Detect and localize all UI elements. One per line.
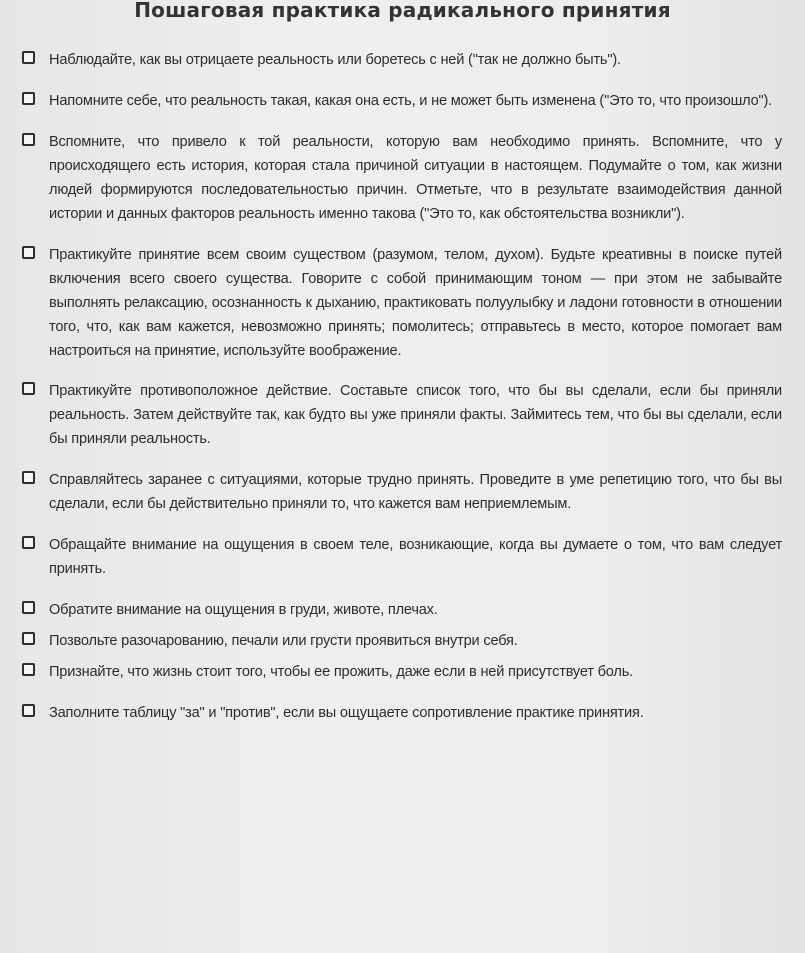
checklist-item-text: Обратите внимание на ощущения в груди, животе, плечах. bbox=[49, 602, 438, 618]
checklist-item-8 bbox=[22, 598, 782, 622]
checklist-item-text: Справляйтесь заранее с ситуациями, которые трудно принять. Проведите в уме репетицию того, что бы вы сделали, если бы действительно приняли то, что кажется вам неприемлемым. bbox=[49, 472, 782, 512]
checklist-item-1 bbox=[22, 48, 782, 72]
checklist-item-text: Позвольте разочарованию, печали или грусти проявиться внутри себя. bbox=[49, 633, 518, 649]
checkbox-icon[interactable] bbox=[22, 133, 35, 146]
checklist-item-9 bbox=[22, 629, 782, 653]
checkbox-icon[interactable] bbox=[22, 92, 35, 105]
checklist-item-text: Вспомните, что привело к той реальности, которую вам необходимо принять. Вспомните, что у происходящего есть история, которая стала причиной ситуации в настоящем. Подумайте о том, как жизни людей формируются последовательностью причин. Отметьте, что в результате взаимодействия данной истории и данных факторов реальность именно такова ("Это то, как обстоятельства возникли"). bbox=[49, 134, 782, 222]
checkbox-icon[interactable] bbox=[22, 471, 35, 484]
checkbox-icon[interactable] bbox=[22, 536, 35, 549]
checklist-item-2 bbox=[22, 89, 782, 113]
page-title: Пошаговая практика радикального принятия bbox=[134, 0, 671, 22]
checkbox-icon[interactable] bbox=[22, 704, 35, 717]
checklist-item-10 bbox=[22, 660, 782, 684]
checklist bbox=[22, 48, 782, 725]
checklist-item-text: Практикуйте принятие всем своим существом (разумом, телом, духом). Будьте креативны в поиске путей включения всего своего существа. Говорите с собой принимающим тоном — при этом не забывайте выполнять релаксацию, осознанность к дыханию, практиковать полуулыбку и ладони готовности в отношении того, что, как вам кажется, невозможно принять; помолитесь; отправьтесь в место, которое помогает вам настроиться на принятие, используйте воображение. bbox=[49, 247, 782, 359]
checkbox-icon[interactable] bbox=[22, 663, 35, 676]
checklist-item-3 bbox=[22, 130, 782, 226]
checklist-item-text: Напомните себе, что реальность такая, какая она есть, и не может быть изменена ("Это то, что произошло"). bbox=[49, 93, 773, 109]
checklist-item-11 bbox=[22, 701, 782, 725]
checklist-item-text: Заполните таблицу "за" и "против", если вы ощущаете сопротивление практике принятия. bbox=[49, 705, 644, 721]
checkbox-icon[interactable] bbox=[22, 51, 35, 64]
checklist-item-5 bbox=[22, 379, 782, 451]
checklist-item-4 bbox=[22, 243, 782, 363]
checkbox-icon[interactable] bbox=[22, 382, 35, 395]
checkbox-icon[interactable] bbox=[22, 632, 35, 645]
checklist-item-6 bbox=[22, 468, 782, 516]
checklist-item-text: Наблюдайте, как вы отрицаете реальность или боретесь с ней ("так не должно быть"). bbox=[49, 52, 621, 68]
checkbox-icon[interactable] bbox=[22, 601, 35, 614]
checkbox-icon[interactable] bbox=[22, 246, 35, 259]
checklist-item-text: Обращайте внимание на ощущения в своем теле, возникающие, когда вы думаете о том, что вам следует принять. bbox=[49, 537, 782, 577]
checklist-item-7 bbox=[22, 533, 782, 581]
checklist-item-text: Практикуйте противоположное действие. Составьте список того, что бы вы сделали, если бы приняли реальность. Затем действуйте так, как будто вы уже приняли факты. Займитесь тем, что бы вы сделали, если бы приняли реальность. bbox=[49, 383, 782, 447]
checklist-item-text: Признайте, что жизнь стоит того, чтобы ее прожить, даже если в ней присутствует боль. bbox=[49, 664, 633, 680]
